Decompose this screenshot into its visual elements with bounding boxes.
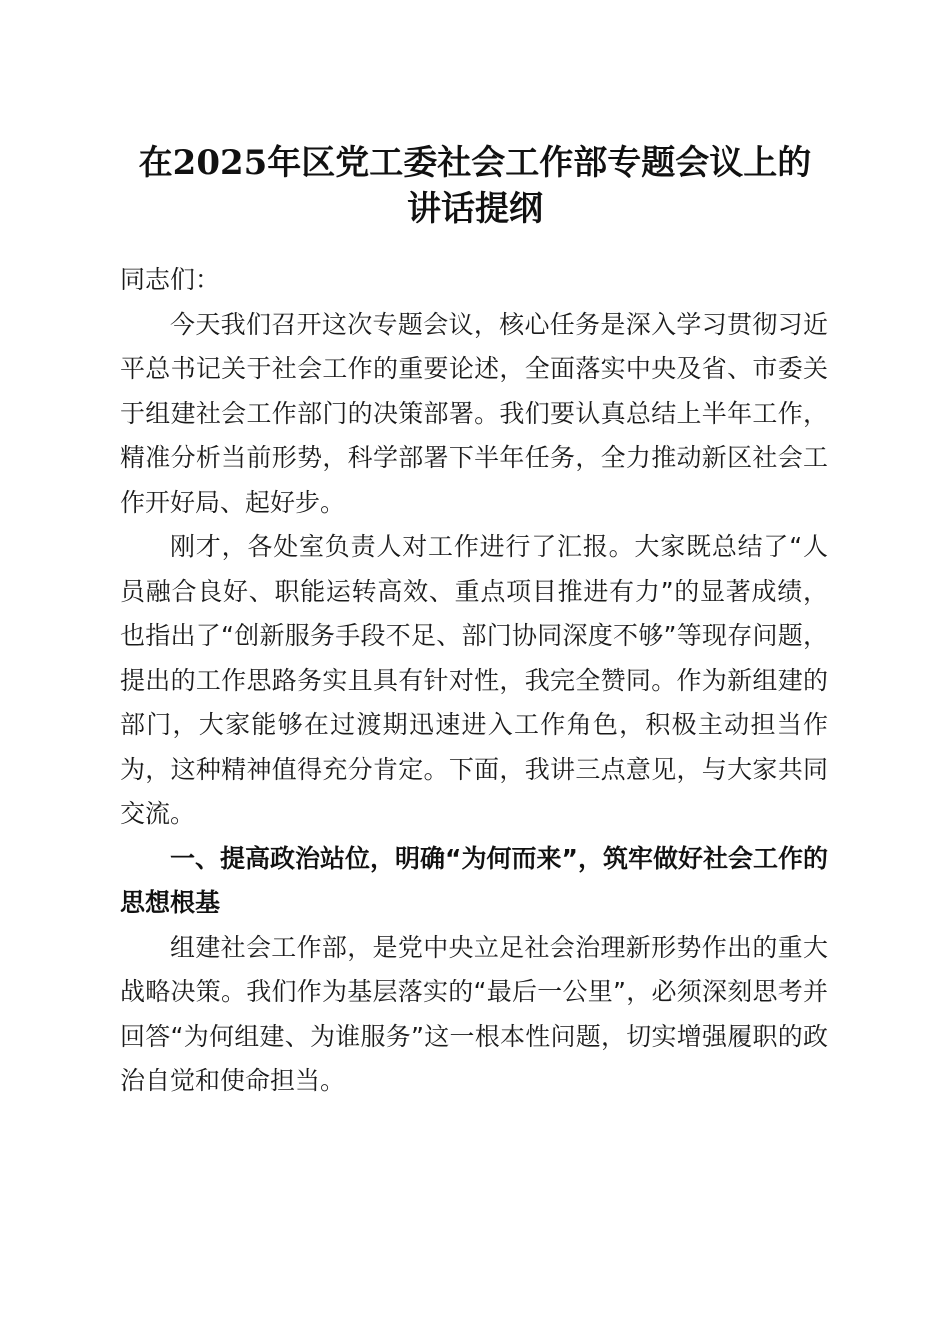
salutation: 同志们：	[120, 265, 221, 294]
title-line-1: 在2025年区党工委社会工作部专题会议上的	[138, 143, 812, 183]
section-1-paragraph: 组建社会工作部，是党中央立足社会治理新形势作出的重大战略决策。我们作为基层落实的“最后一公里”，必须深刻思考并回答“为何组建、为谁服务”这一根本性问题，切实增强履职的政治自觉和使命担当。	[120, 932, 828, 1095]
title-line-2: 讲话提纲	[407, 189, 543, 229]
paragraph-opening: 今天我们召开这次专题会议，核心任务是深入学习贯彻习近平总书记关于社会工作的重要论述，全面落实中央及省、市委关于组建社会工作部门的决策部署。我们要认真总结上半年工作，精准分析当前形势，科学部署下半年任务，全力推动新区社会工作开好局、起好步。	[120, 309, 828, 517]
document-body	[120, 258, 828, 1104]
paragraph-reports: 刚才，各处室负责人对工作进行了汇报。大家既总结了“人员融合良好、职能运转高效、重点项目推进有力”的显著成绩，也指出了“创新服务手段不足、部门协同深度不够”等现存问题，提出的工作思路务实且具有针对性，我完全赞同。作为新组建的部门，大家能够在过渡期迅速进入工作角色，积极主动担当作为，这种精神值得充分肯定。下面，我讲三点意见，与大家共同交流。	[120, 532, 828, 828]
document-title	[100, 140, 850, 232]
section-heading-1: 一、提高政治站位，明确“为何而来”，筑牢做好社会工作的思想根基	[120, 843, 828, 917]
